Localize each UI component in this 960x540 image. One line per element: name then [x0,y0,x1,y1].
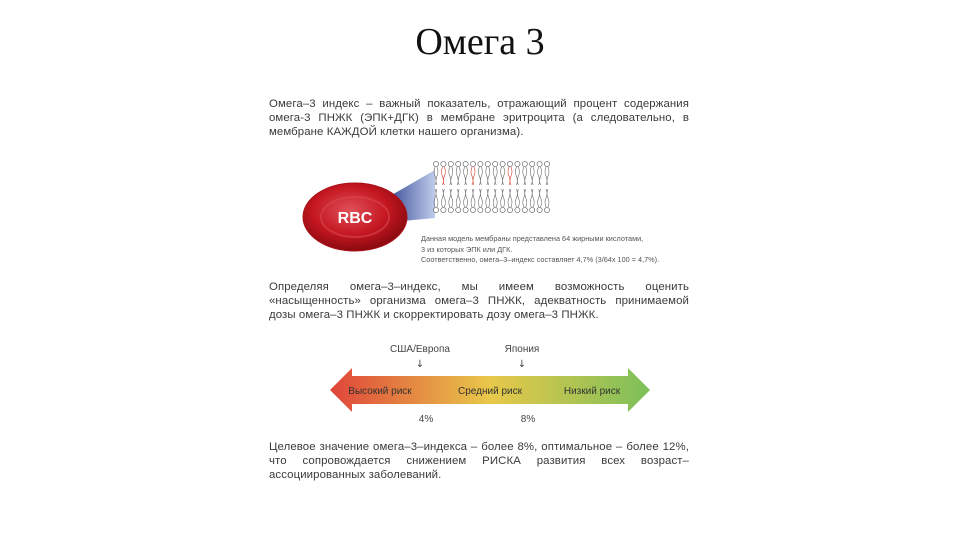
lipid-tail [515,167,519,185]
lipid-head [544,207,549,212]
lipid-head [433,207,438,212]
lipid-tail [523,167,527,185]
lipid-head [544,161,549,166]
lipid-head [470,161,475,166]
lipid-head [463,207,468,212]
marker-label-japan: Япония [504,344,540,355]
marker-value-usa-europe: 4% [418,414,434,425]
membrane-bilayer [433,161,549,212]
lipid-head [485,161,490,166]
conclusion-paragraph: Целевое значение омега–3–индекса – более 8%, оптимальное – более 12%, что сопровождается снижением РИСКА развития всех возраст–ассоциированных заболеваний. [269,441,689,481]
caption-line: Соответственно, омега–3–индекс составляет 4,7% (3/64х 100 = 4,7%). [421,255,660,264]
lipid-head [530,207,535,212]
lipid-tail [456,189,460,207]
lipid-tail [545,189,549,207]
lipid-tail [449,167,453,185]
lipid-head [485,207,490,212]
caption-line: 3 из которых ЭПК или ДГК. [421,244,513,254]
lipid-tail [441,167,445,185]
lipid-tail [471,167,475,185]
lipid-tail [515,189,519,207]
lipid-head [456,207,461,212]
lipid-tail [456,167,460,185]
lipid-tail [493,189,497,207]
lipid-head [500,161,505,166]
marker-arrow-usa-europe: ↓ [415,359,425,370]
lipid-tail [486,167,490,185]
lipid-tail [530,167,534,185]
risk-scale [330,340,650,435]
intro-paragraph: Омега–3 индекс – важный показатель, отражающий процент содержания омега-3 ПНЖК (ЭПК+ДГК) в мембране эритроцита (а следовательно, в мембране КАЖДОЙ клетки нашего организма). [269,98,689,138]
zone-low-risk: Низкий риск [563,386,621,397]
lipid-head [537,207,542,212]
lipid-tail [478,189,482,207]
lipid-tail [471,189,475,207]
lipid-head [515,207,520,212]
figure-caption [421,234,701,266]
lipid-head [537,161,542,166]
caption-line: Данная модель мембраны представлена 64 жирными кислотами, [421,234,644,243]
lipid-tail [478,167,482,185]
lipid-head [515,161,520,166]
slide-title: Омега 3 [415,21,545,63]
lipid-tail [501,167,505,185]
lipid-head [470,207,475,212]
lipid-tail [501,189,505,207]
lipid-head [463,161,468,166]
lipid-tail [508,189,512,207]
lipid-tail [464,189,468,207]
lipid-tail [486,189,490,207]
risk-scale-graphic [330,340,650,435]
marker-label-usa-europe: США/Европа [390,344,450,355]
marker-value-japan: 8% [520,414,536,425]
lipid-tail [523,189,527,207]
marker-arrow-japan: ↓ [517,359,527,370]
lipid-head [507,207,512,212]
lipid-tail [493,167,497,185]
lipid-head [441,207,446,212]
lipid-tail [508,167,512,185]
lipid-head [522,161,527,166]
lipid-head [522,207,527,212]
lipid-head [530,161,535,166]
lipid-head [493,207,498,212]
lipid-head [433,161,438,166]
lipid-head [500,207,505,212]
lipid-tail [449,189,453,207]
lipid-head [493,161,498,166]
lipid-head [456,161,461,166]
lipid-tail [464,167,468,185]
lipid-head [478,207,483,212]
lipid-head [507,161,512,166]
lipid-head [448,207,453,212]
lipid-tail [530,189,534,207]
lipid-head [448,161,453,166]
lipid-head [478,161,483,166]
zone-high-risk: Высокий риск [348,386,412,397]
rbc-label: RBC [337,210,373,227]
lipid-tail [441,189,445,207]
lipid-tail [538,189,542,207]
zone-mid-risk: Средний риск [458,386,522,397]
lipid-tail [545,167,549,185]
lipid-tail [538,167,542,185]
lipid-head [441,161,446,166]
assessment-paragraph: Определяя омега–3–индекс, мы имеем возможность оценить «насыщенность» организма омега–3 ПНЖК, адекватность принимаемой дозы омега–3 ПНЖК и скорректировать дозу омега–3 ПНЖК. [269,281,689,321]
